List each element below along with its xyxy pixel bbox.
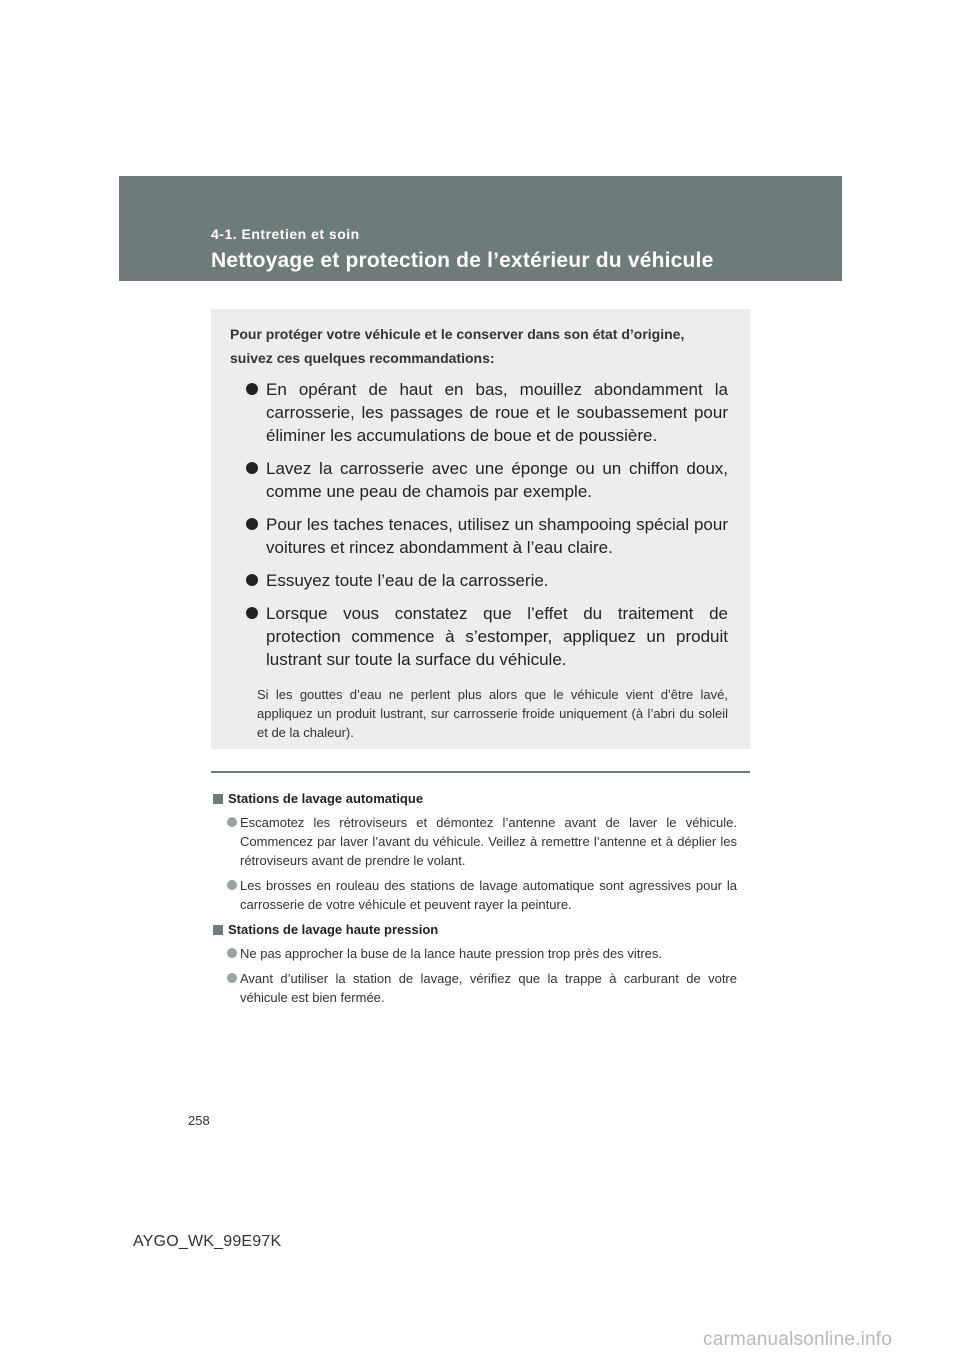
bullet-icon (227, 880, 237, 890)
bullet-icon (246, 383, 258, 395)
page-number: 258 (188, 1113, 210, 1128)
tips-section (213, 789, 737, 1013)
list-item-text: Les brosses en rouleau des stations de lavage automatique sont agressives pour la carrosserie de votre véhicule et peuvent rayer la peinture. (240, 878, 737, 912)
list-item (213, 944, 737, 963)
square-bullet-icon (213, 794, 223, 804)
section-divider (211, 771, 750, 773)
list-item-text: En opérant de haut en bas, mouillez abondamment la carrosserie, les passages de roue et le soubassement pour éliminer les accumulations de boue et de poussière. (266, 380, 728, 445)
intro-box (211, 309, 750, 749)
bullet-icon (246, 607, 258, 619)
bullet-icon (246, 518, 258, 530)
list-item (213, 969, 737, 1007)
bullet-icon (246, 462, 258, 474)
list-item (230, 457, 728, 503)
page-title: Nettoyage et protection de l’extérieur du véhicule (211, 249, 714, 272)
bullet-icon (227, 948, 237, 958)
list-item-text: Escamotez les rétroviseurs et démontez l’antenne avant de laver le véhicule. Commencez par laver l’avant du véhicule. Veillez à remettre l’antenne et à déplier les rétroviseurs avant de prendre le volant. (240, 815, 737, 868)
list-item (230, 513, 728, 559)
list-item-text: Lorsque vous constatez que l’effet du traitement de protection commence à s’estomper, appliquez un produit lustrant sur toute la surface du véhicule. (266, 604, 728, 669)
tip-heading-text: Stations de lavage automatique (228, 791, 424, 806)
intro-note: Si les gouttes d’eau ne perlent plus alors que le véhicule vient d’être lavé, appliquez un produit lustrant, sur carrosserie froide uniquement (à l’abri du soleil et de la chaleur). (257, 687, 728, 740)
list-item (213, 813, 737, 870)
square-bullet-icon (213, 925, 223, 935)
list-item-text: Essuyez toute l’eau de la carrosserie. (266, 571, 549, 590)
bullet-icon (227, 973, 237, 983)
list-item-text: Lavez la carrosserie avec une éponge ou un chiffon doux, comme une peau de chamois par exemple. (266, 459, 728, 501)
list-item (230, 378, 728, 447)
list-item (230, 602, 728, 671)
list-item-text: Avant d’utiliser la station de lavage, vérifiez que la trappe à carburant de votre véhicule est bien fermée. (240, 971, 737, 1005)
tip-heading-high-pressure-wash (213, 920, 737, 940)
intro-lead: Pour protéger votre véhicule et le conserver dans son état d’origine, suivez ces quelques recommandations: (230, 326, 685, 366)
document-code: AYGO_WK_99E97K (133, 1233, 282, 1250)
tip-heading-automatic-wash (213, 789, 737, 809)
bullet-icon (227, 817, 237, 827)
intro-bullet-list (230, 378, 728, 671)
list-item-text: Ne pas approcher la buse de la lance haute pression trop près des vitres. (240, 946, 663, 961)
tip-heading-text: Stations de lavage haute pression (228, 922, 439, 937)
list-item-text: Pour les taches tenaces, utilisez un shampooing spécial pour voitures et rincez abondamment à l’eau claire. (266, 515, 728, 557)
list-item (213, 876, 737, 914)
chapter-header (119, 176, 842, 281)
watermark: carmanualsonline.info (703, 1329, 893, 1350)
list-item (230, 569, 728, 592)
section-label: 4-1. Entretien et soin (211, 226, 360, 242)
bullet-icon (246, 574, 258, 586)
